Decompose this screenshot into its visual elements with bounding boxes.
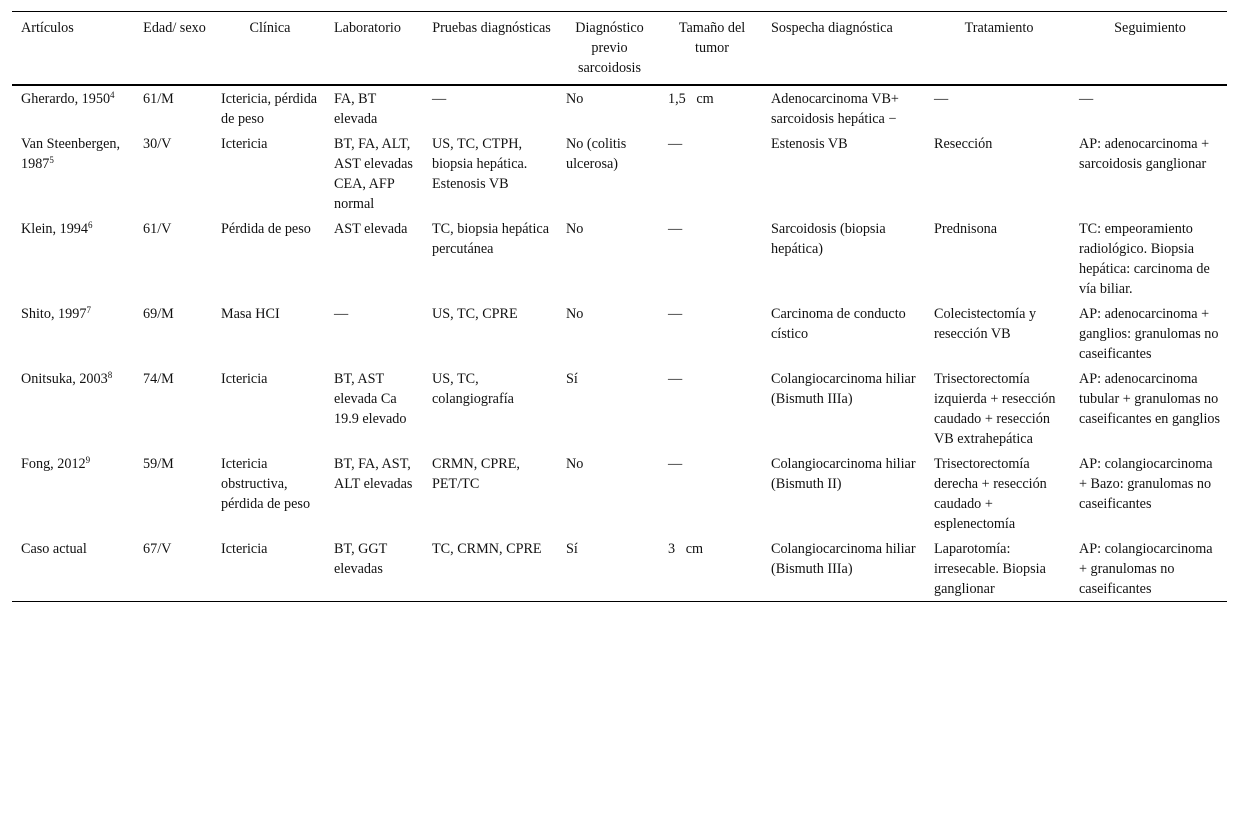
articulo-text: Shito, 1997 bbox=[21, 306, 87, 322]
cell-pruebas: US, TC, CPRE bbox=[432, 306, 518, 322]
cell-articulo bbox=[12, 131, 134, 216]
header-sospecha: Sospecha diagnóstica bbox=[771, 20, 893, 36]
header-edad-sexo: Edad/ sexo bbox=[143, 20, 206, 36]
cell-articulo bbox=[12, 366, 134, 451]
header-clinica: Clínica bbox=[249, 20, 291, 36]
reference-superscript: 4 bbox=[110, 90, 115, 100]
cell-tamano: 3 cm bbox=[668, 541, 704, 557]
cell-edad: 59/M bbox=[143, 456, 174, 472]
cell-edad: 69/M bbox=[143, 306, 174, 322]
cell-sospecha: Adenocarcinoma VB+ sarcoidosis hepática − bbox=[771, 91, 899, 127]
cell-laboratorio: BT, GGT elevadas bbox=[334, 541, 388, 577]
header-articulos: Artículos bbox=[21, 20, 74, 36]
articulo-text: Fong, 2012 bbox=[21, 456, 86, 472]
table-row bbox=[12, 216, 1227, 301]
cell-seguimiento: AP: adenocarcinoma tubular + granulomas no caseificantes en ganglios bbox=[1079, 371, 1221, 427]
cell-tratamiento: Trisectorectomía derecha + resección caudado + esplenectomía bbox=[934, 456, 1047, 532]
cell-clinica: Ictericia bbox=[221, 371, 268, 387]
cell-laboratorio: BT, FA, ALT, AST elevadas CEA, AFP normal bbox=[334, 136, 413, 212]
cell-articulo bbox=[12, 301, 134, 366]
cell-clinica: Ictericia, pérdida de peso bbox=[221, 91, 318, 127]
cell-laboratorio: — bbox=[334, 306, 349, 322]
reference-superscript: 6 bbox=[88, 220, 93, 230]
cell-tratamiento: Trisectorectomía izquierda + resección caudado + resección VB extrahepática bbox=[934, 371, 1056, 447]
cell-clinica: Ictericia bbox=[221, 541, 268, 557]
cell-pruebas: US, TC, CTPH, biopsia hepática. Estenosis VB bbox=[432, 136, 528, 192]
table-row bbox=[12, 131, 1227, 216]
cell-sospecha: Colangiocarcinoma hiliar (Bismuth IIIa) bbox=[771, 371, 916, 407]
cell-diagnostico: No bbox=[566, 456, 584, 472]
cell-clinica: Ictericia obstructiva, pérdida de peso bbox=[221, 456, 311, 512]
cell-diagnostico: No bbox=[566, 306, 584, 322]
cell-articulo bbox=[12, 451, 134, 536]
cell-edad: 74/M bbox=[143, 371, 174, 387]
header-tamano-tumor: Tamaño del tumor bbox=[678, 20, 746, 56]
cell-edad: 61/M bbox=[143, 91, 174, 107]
cell-articulo bbox=[12, 216, 134, 301]
cell-seguimiento: — bbox=[1079, 91, 1094, 107]
cell-laboratorio: FA, BT elevada bbox=[334, 91, 378, 127]
cell-seguimiento: AP: adenocarcinoma + sarcoidosis ganglionar bbox=[1079, 136, 1210, 172]
cell-diagnostico: Sí bbox=[566, 541, 578, 557]
cell-pruebas: TC, biopsia hepática percutánea bbox=[432, 221, 550, 257]
cell-seguimiento: TC: empeoramiento radiológico. Biopsia hepática: carcinoma de vía biliar. bbox=[1079, 221, 1210, 297]
cell-tamano: 1,5 cm bbox=[668, 91, 714, 107]
articulo-text: Klein, 1994 bbox=[21, 221, 88, 237]
cell-seguimiento: AP: colangiocarcinoma + granulomas no caseificantes bbox=[1079, 541, 1213, 597]
cell-sospecha: Colangiocarcinoma hiliar (Bismuth IIIa) bbox=[771, 541, 916, 577]
comparison-table-container bbox=[12, 11, 1227, 602]
cell-clinica: Masa HCI bbox=[221, 306, 280, 322]
cell-tamano: — bbox=[668, 221, 683, 237]
header-seguimiento: Seguimiento bbox=[1114, 20, 1186, 36]
table-row bbox=[12, 301, 1227, 366]
cell-laboratorio: BT, FA, AST, ALT elevadas bbox=[334, 456, 413, 492]
cell-edad: 67/V bbox=[143, 541, 172, 557]
cell-pruebas: — bbox=[432, 91, 447, 107]
cell-diagnostico: Sí bbox=[566, 371, 578, 387]
comparison-table bbox=[12, 11, 1227, 602]
articulo-text: Van Steenbergen, 1987 bbox=[21, 136, 121, 172]
cell-sospecha: Colangiocarcinoma hiliar (Bismuth II) bbox=[771, 456, 916, 492]
cell-clinica: Ictericia bbox=[221, 136, 268, 152]
cell-laboratorio: BT, AST elevada Ca 19.9 elevado bbox=[334, 371, 407, 427]
header-tratamiento: Tratamiento bbox=[964, 20, 1034, 36]
cell-laboratorio: AST elevada bbox=[334, 221, 408, 237]
cell-tamano: — bbox=[668, 371, 683, 387]
cell-seguimiento: AP: colangiocarcinoma + Bazo: granulomas no caseificantes bbox=[1079, 456, 1213, 512]
table-row bbox=[12, 536, 1227, 602]
reference-superscript: 5 bbox=[49, 155, 54, 165]
cell-diagnostico: No bbox=[566, 91, 584, 107]
cell-pruebas: CRMN, CPRE, PET/TC bbox=[432, 456, 520, 492]
header-row bbox=[12, 12, 1227, 86]
reference-superscript: 9 bbox=[85, 455, 91, 465]
cell-clinica: Pérdida de peso bbox=[221, 221, 311, 237]
cell-edad: 30/V bbox=[143, 136, 172, 152]
cell-pruebas: TC, CRMN, CPRE bbox=[432, 541, 542, 557]
header-pruebas: Pruebas diagnósticas bbox=[432, 20, 551, 36]
cell-sospecha: Sarcoidosis (biopsia hepática) bbox=[771, 221, 886, 257]
table-row bbox=[12, 366, 1227, 451]
cell-seguimiento: AP: adenocarcinoma + ganglios: granulomas no caseificantes bbox=[1079, 306, 1219, 362]
cell-articulo bbox=[12, 85, 134, 131]
articulo-text: Onitsuka, 2003 bbox=[21, 371, 108, 387]
cell-tamano: — bbox=[668, 306, 683, 322]
cell-tratamiento: Colecistectomía y resección VB bbox=[934, 306, 1037, 342]
table-row bbox=[12, 85, 1227, 131]
cell-tratamiento: Prednisona bbox=[934, 221, 998, 237]
header-laboratorio: Laboratorio bbox=[334, 20, 401, 36]
reference-superscript: 7 bbox=[86, 305, 91, 315]
cell-sospecha: Estenosis VB bbox=[771, 136, 848, 152]
cell-tratamiento: — bbox=[934, 91, 949, 107]
reference-superscript: 8 bbox=[107, 370, 113, 380]
articulo-text: Gherardo, 1950 bbox=[21, 91, 111, 107]
articulo-text: Caso actual bbox=[21, 541, 87, 557]
table-body bbox=[12, 85, 1227, 602]
cell-sospecha: Carcinoma de conducto cístico bbox=[771, 306, 906, 342]
cell-tamano: — bbox=[668, 456, 683, 472]
cell-tratamiento: Laparotomía: irresecable. Biopsia ganglionar bbox=[934, 541, 1046, 597]
cell-tamano: — bbox=[668, 136, 683, 152]
header-diagnostico-previo: Diagnóstico previo sarcoidosis bbox=[575, 20, 644, 76]
cell-tratamiento: Resección bbox=[934, 136, 993, 152]
cell-pruebas: US, TC, colangiografía bbox=[432, 371, 514, 407]
cell-edad: 61/V bbox=[143, 221, 172, 237]
cell-articulo bbox=[12, 536, 134, 602]
cell-diagnostico: No (colitis ulcerosa) bbox=[566, 136, 627, 172]
cell-diagnostico: No bbox=[566, 221, 584, 237]
table-row bbox=[12, 451, 1227, 536]
